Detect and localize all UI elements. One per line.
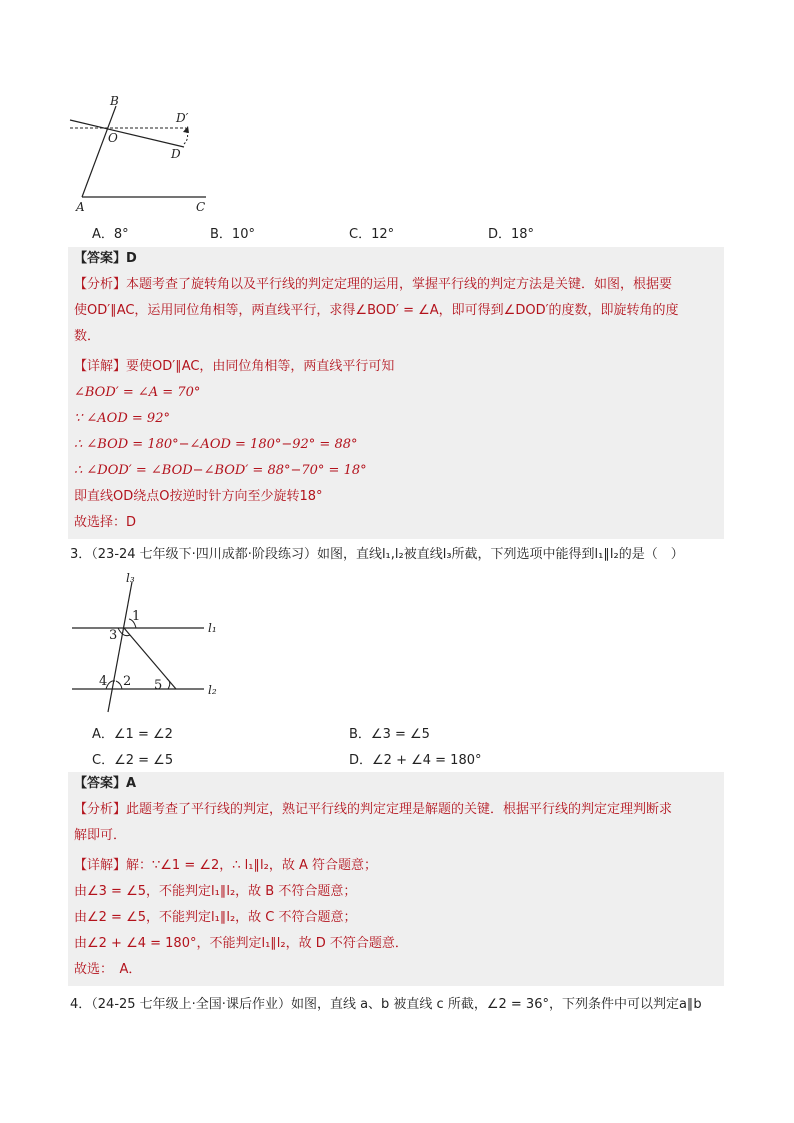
q2-detail-line-4: ∴ ∠BOD = 180°−∠AOD = 180°−92° = 88°: [74, 437, 358, 452]
q2-detail-line-6: 即直线OD绕点O按逆时针方向至少旋转18°: [74, 489, 323, 504]
q3-answer: 【答案】A: [74, 776, 137, 791]
label-D-prime: D′: [176, 111, 189, 125]
label-O: O: [108, 131, 118, 145]
q2-detail-line-2: ∠BOD′ = ∠A = 70°: [74, 385, 201, 400]
line-ab: [82, 106, 116, 197]
label-C: C: [196, 200, 206, 214]
q3-option-a: A．∠1 = ∠2: [92, 727, 173, 742]
q2-option-b: B．10°: [210, 227, 255, 242]
q3-detail-line-3: 由∠2 = ∠5，不能判定l₁∥l₂，故 C 不符合题意；: [74, 910, 357, 925]
label-angle-4: 4: [99, 674, 108, 689]
q3-detail-line-4: 由∠2 + ∠4 = 180°，不能判定l₁∥l₂，故 D 不符合题意．: [74, 936, 408, 951]
arc-angle-5: [167, 679, 170, 689]
label-D: D: [171, 147, 181, 161]
label-angle-2: 2: [123, 674, 132, 689]
figure-rotation: [66, 92, 216, 217]
line-l3: [108, 582, 132, 712]
q2-detail-line-1: 【详解】要使OD′∥AC，由同位角相等，两直线平行可知: [74, 359, 395, 374]
q2-option-a: A．8°: [92, 227, 129, 242]
q2-option-d: D．18°: [488, 227, 535, 242]
q3-detail-line-5: 故选： A．: [74, 962, 142, 977]
q2-detail-line-5: ∴ ∠DOD′ = ∠BOD−∠BOD′ = 88°−70° = 18°: [74, 463, 367, 478]
label-angle-5: 5: [154, 678, 163, 693]
q2-detail-line-7: 故选择：D: [74, 515, 137, 530]
q2-solution-panel: [68, 247, 724, 539]
label-l2: l₂: [208, 683, 217, 697]
q3-detail-line-2: 由∠3 = ∠5，不能判定l₁∥l₂，故 B 不符合题意；: [74, 884, 357, 899]
q3-detail-line-1: 【详解】解：∵∠1 = ∠2，∴ l₁∥l₂，故 A 符合题意；: [74, 858, 377, 873]
q3-option-b: B．∠3 = ∠5: [349, 727, 430, 742]
q3-analysis-line-2: 解即可．: [74, 828, 127, 843]
label-A: A: [76, 200, 85, 214]
q3-stem: 3．（23-24 七年级下·四川成都·阶段练习）如图，直线l₁,l₂被直线l₃所截，下列选项中能得到l₁∥l₂的是（ ）: [70, 547, 684, 562]
arrow-head: [183, 126, 189, 133]
arc-angle-2: [116, 681, 122, 689]
q4-stem: 4．（24-25 七年级上·全国·课后作业）如图，直线 a、b 被直线 c 所截，∠2 = 36°，下列条件中可以判定a∥b: [70, 997, 702, 1012]
q2-detail-line-3: ∵ ∠AOD = 92°: [74, 411, 170, 426]
label-angle-3: 3: [109, 628, 118, 643]
q2-analysis-line-2: 使OD′∥AC，运用同位角相等，两直线平行，求得∠BOD′ = ∠A，即可得到∠DOD′的度数，即旋转角的度: [74, 303, 679, 318]
q3-solution-panel: [68, 772, 724, 986]
label-l3: l₃: [126, 571, 135, 585]
label-B: B: [110, 94, 119, 108]
q2-answer: 【答案】D: [74, 251, 137, 266]
label-l1: l₁: [208, 621, 217, 635]
line-od: [70, 120, 184, 147]
q2-analysis-line-3: 数．: [74, 329, 101, 344]
label-angle-1: 1: [132, 609, 141, 624]
q2-analysis-line-1: 【分析】本题考查了旋转角以及平行线的判定定理的运用，掌握平行线的判定方法是关键．如图，根据要: [74, 277, 673, 292]
q3-analysis-line-1: 【分析】此题考查了平行线的判定，熟记平行线的判定定理是解题的关键．根据平行线的判定定理判断求: [74, 802, 673, 817]
q3-option-c: C．∠2 = ∠5: [92, 753, 174, 768]
arc-angle-3: [118, 628, 130, 636]
q2-option-c: C．12°: [349, 227, 395, 242]
figure-parallel-lines: [68, 570, 238, 715]
q3-option-d: D．∠2 + ∠4 = 180°: [349, 753, 482, 768]
